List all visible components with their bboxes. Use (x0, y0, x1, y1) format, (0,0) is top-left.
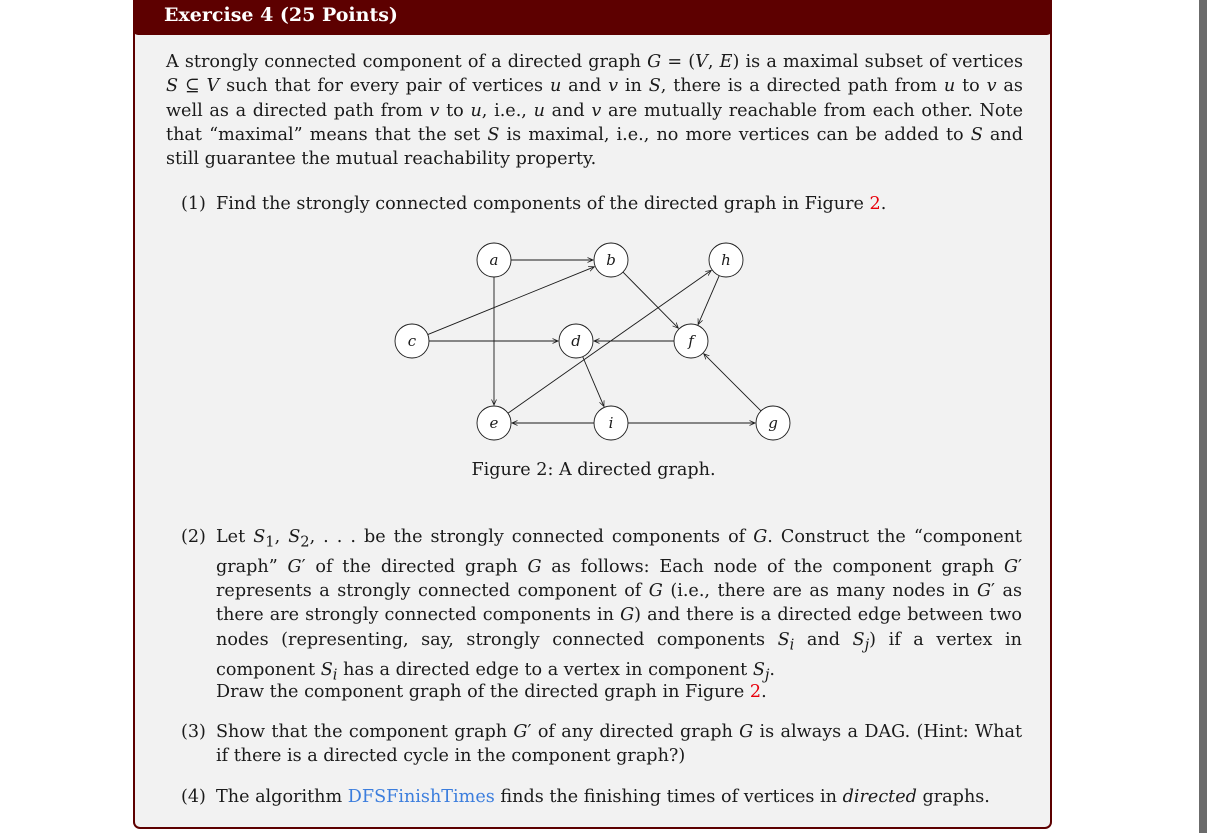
edge-g-f (704, 354, 761, 411)
edge-h-f (698, 276, 719, 325)
node-c (395, 324, 429, 358)
question-2-extra: Draw the component graph of the directed graph in Figure 2. (216, 682, 767, 702)
figure-caption: Figure 2: A directed graph. (471, 460, 716, 480)
question-text: Show that the component graph G′ of any directed graph G is always a DAG. (Hint: What if there is a directed cycle in the component graph?) (216, 722, 1023, 767)
svg-text:f: f (688, 332, 694, 350)
node-d (559, 324, 593, 358)
node-h (709, 243, 743, 277)
question-text: Find the strongly connected components of the directed graph in Figure 2. (216, 194, 887, 214)
question-number: (3) (181, 722, 206, 742)
question-text: The algorithm DFSFinishTimes finds the finishing times of vertices in directed graphs. (216, 787, 990, 807)
question-number: (2) (181, 527, 206, 547)
exercise-title: Exercise 4 (25 Points) (133, 0, 1052, 35)
svg-text:e: e (489, 414, 499, 432)
exercise-box (133, 0, 1052, 829)
question-number: (1) (181, 194, 206, 214)
node-i (594, 406, 628, 440)
svg-text:i: i (608, 414, 614, 432)
edge-c-b (428, 267, 595, 335)
scrollbar[interactable] (1199, 0, 1207, 833)
svg-text:b: b (606, 251, 616, 269)
svg-text:c: c (407, 332, 417, 350)
svg-text:h: h (721, 251, 731, 269)
node-g (756, 406, 790, 440)
edge-b-f (623, 272, 678, 328)
node-e (477, 406, 511, 440)
node-b (594, 243, 628, 277)
node-f (674, 324, 708, 358)
directed-graph-figure (394, 239, 796, 445)
svg-text:a: a (489, 251, 499, 269)
svg-text:g: g (768, 414, 778, 432)
intro-paragraph: A strongly connected component of a directed graph G = (V, E) is a maximal subset of vertices S ⊆ V such that for every pair of vertices u and v in S, there is a directed path from u to v as well as a directed path from v to u, i.e., u and v are mutually reachable from each other. Note that “maximal” means that the set S is maximal, i.e., no more vertices can be added to S and still guarantee the mutual reachability property. (166, 52, 1023, 170)
edge-d-i (583, 357, 604, 407)
question-number: (4) (181, 787, 206, 807)
svg-text:d: d (571, 332, 581, 350)
question-text: Let $S_1$, $S_2$, . . . be the strongly connected components of G. Construct the “component graph” G′ of the directed graph G as follows: Each node of the component graph G′ represents a strongly connected component of G (i.e., there are as many nodes in G′ as there are strongly connected components in G) and there is a directed edge between two nodes (representing, say, strongly connected components $S_i$ and $S_j$) if a vertex in component $S_i$ has a directed edge to a vertex in component $S_j$. (216, 527, 1023, 684)
node-a (477, 243, 511, 277)
